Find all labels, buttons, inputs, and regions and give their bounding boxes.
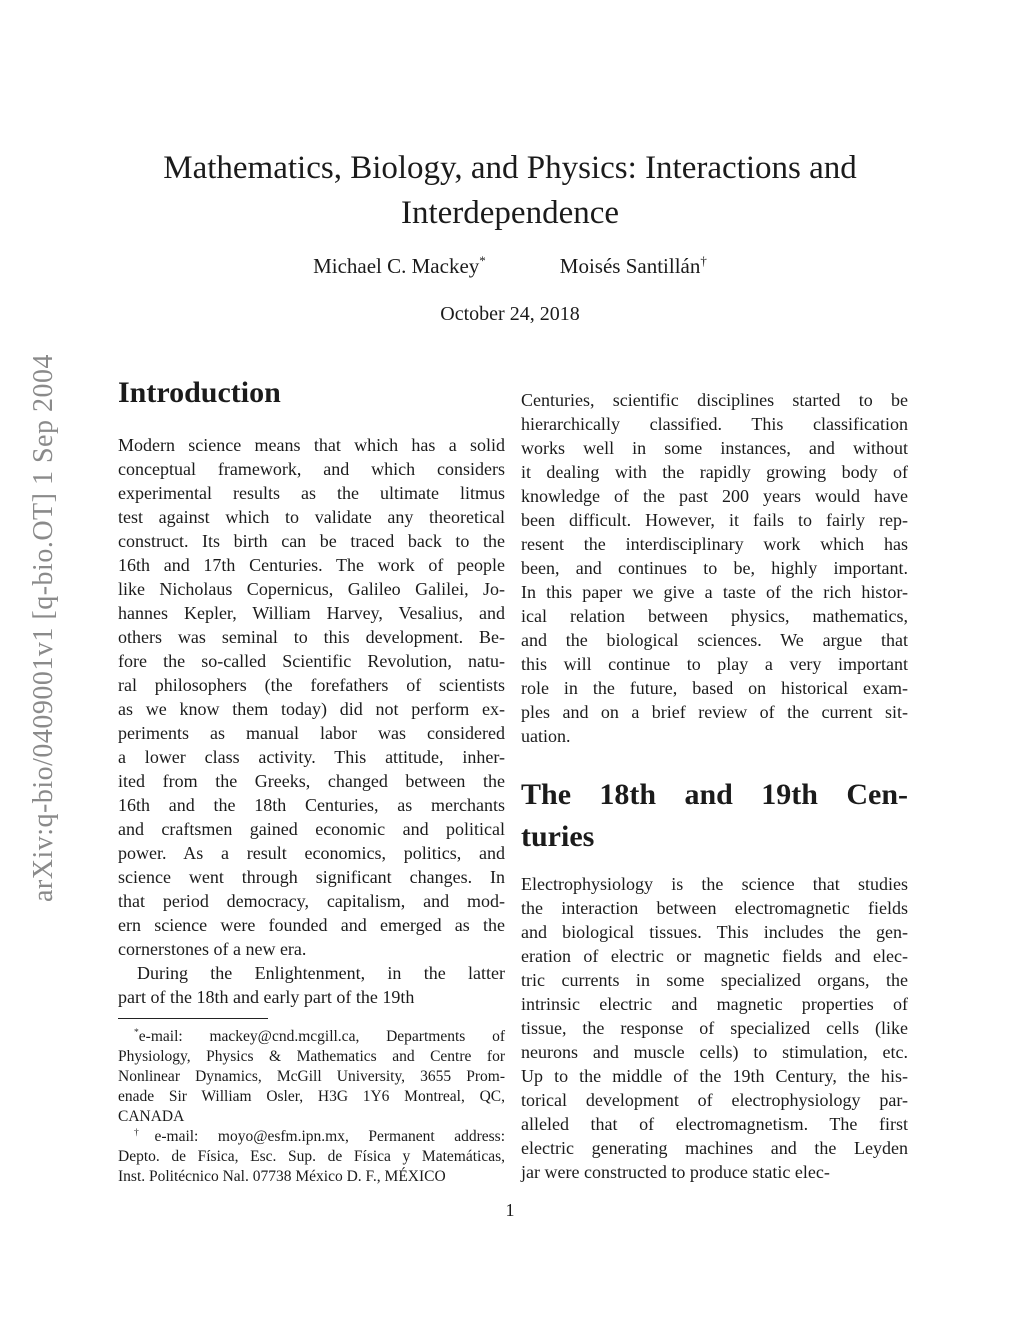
author-name: Michael C. Mackey [313, 254, 480, 278]
text-line: alleled that of electromagnetism. The first [521, 1114, 908, 1134]
text-line: role in the future, based on historical exam- [521, 678, 908, 698]
text-line: jar were constructed to produce static elec- [521, 1162, 830, 1182]
text-line: Modern science means that which has a solid [118, 435, 505, 455]
text-line: electric generating machines and the Leyden [521, 1138, 908, 1158]
text-line: ical relation between physics, mathematics, [521, 606, 908, 626]
paper-date: October 24, 2018 [440, 303, 580, 325]
text-line: torical development of electrophysiology par- [521, 1090, 908, 1110]
two-column-body [118, 374, 908, 1187]
text-line: a lower class activity. This attitude, inher- [118, 747, 505, 767]
text-line: turies [521, 820, 595, 853]
text-line: that period democracy, capitalism, and mod- [118, 891, 505, 911]
text-line: †e-mail: moyo@esfm.ipn.mx, Permanent address: [134, 1126, 506, 1145]
text-line: like Nicholaus Copernicus, Galileo Galilei, Jo- [118, 579, 505, 599]
text-line: been, and continues to be, highly important. [521, 558, 908, 578]
left-column-paragraphs [118, 433, 505, 1009]
footnote-rule [118, 1018, 268, 1019]
text-line: ral philosophers (the forefathers of scientists [118, 675, 505, 695]
text-line: intrinsic electric and magnetic properties of [521, 994, 908, 1014]
text-line: *e-mail: mackey@cnd.mcgill.ca, Departments of [134, 1026, 505, 1045]
author-mackey [313, 254, 486, 279]
text-line: cornerstones of a new era. [118, 939, 307, 959]
text-line: periments as manual labor was considered [118, 723, 505, 743]
right-column-top-paragraphs [521, 388, 908, 748]
text-line: ited from the Greeks, changed between the [118, 771, 505, 791]
left-column [118, 374, 505, 1187]
text-line: ern science were founded and emerged as the [118, 915, 505, 935]
paragraph [118, 1027, 505, 1127]
text-line: neurons and muscle cells) to stimulation, etc. [521, 1042, 908, 1062]
paper-title-line2: Interdependence [400, 195, 620, 231]
text-line: Nonlinear Dynamics, McGill University, 3655 Prom- [118, 1068, 505, 1085]
text-line: hannes Kepler, William Harvey, Vesalius, and [118, 603, 505, 623]
text-line: CANADA [118, 1108, 185, 1125]
text-line: part of the 18th and early part of the 19th [118, 987, 415, 1007]
text-line: conceptual framework, and which considers [118, 459, 505, 479]
text-line: Centuries, scientific disciplines started to be [521, 390, 908, 410]
text-line: as we know them today) did not perform ex- [118, 699, 505, 719]
text-line: this will continue to play a very important [521, 654, 908, 674]
right-column [521, 374, 908, 1187]
text-line: 16th and 17th Centuries. The work of people [118, 555, 505, 575]
text-line: been difficult. However, it fails to fairly rep- [521, 510, 908, 530]
text-line: it dealing with the rapidly growing body of [521, 462, 908, 482]
section-heading-18th-19th-centuries [521, 774, 908, 858]
paragraph [521, 872, 908, 1184]
author-list [0, 254, 1020, 279]
text-line: others was seminal to this development. Be- [118, 627, 505, 647]
text-line: resent the interdisciplinary work which has [521, 534, 908, 554]
text-line: Up to the middle of the 19th Century, the his- [521, 1066, 908, 1086]
text-line: tric currents in some specialized organs, the [521, 970, 908, 990]
paper-title-line1: Mathematics, Biology, and Physics: Interactions and [163, 150, 857, 186]
text-line: ples and on a brief review of the current sit- [521, 702, 908, 722]
text-line: and biological tissues. This includes the gen- [521, 922, 908, 942]
text-line: construct. Its birth can be traced back to the [118, 531, 505, 551]
text-line: Inst. Politécnico Nal. 07738 México D. F., MÉXICO [118, 1168, 446, 1185]
text-line: works well in some instances, and without [521, 438, 908, 458]
author-name: Moisés Santillán [559, 254, 701, 278]
section-heading-introduction: Introduction [118, 376, 281, 409]
text-line: tissue, the response of specialized cells (like [521, 1018, 908, 1038]
footnote-marker: * [134, 1026, 139, 1038]
text-line: 16th and the 18th Centuries, as merchants [118, 795, 505, 815]
paragraph [521, 774, 908, 858]
text-line: During the Enlightenment, in the latter [137, 963, 505, 983]
text-line: Electrophysiology is the science that studies [521, 874, 908, 894]
text-line: power. As a result economics, politics, and [118, 843, 505, 863]
text-line: science went through significant changes. In [118, 867, 505, 887]
paragraph [118, 433, 505, 961]
right-column-bottom-paragraphs [521, 872, 908, 1184]
paper-title [0, 146, 1020, 236]
author-footnote-mark: † [700, 253, 707, 268]
text-line: The 18th and 19th Cen- [521, 778, 908, 811]
page-number: 1 [505, 1200, 515, 1220]
text-line: and the biological sciences. We argue that [521, 630, 908, 650]
text-line: the interaction between electromagnetic fields [521, 898, 908, 918]
footnote-paragraphs [118, 1027, 505, 1187]
text-line: test against which to validate any theoretical [118, 507, 505, 527]
text-line: experimental results as the ultimate litmus [118, 483, 505, 503]
text-line: In this paper we give a taste of the rich histor- [521, 582, 908, 602]
text-line: eration of electric or magnetic fields and elec- [521, 946, 908, 966]
author-santillan [560, 254, 707, 279]
text-line: Physiology, Physics & Mathematics and Centre for [118, 1048, 505, 1065]
paragraph [118, 1127, 505, 1187]
text-line: Depto. de Física, Esc. Sup. de Física y Matemáticas, [118, 1148, 505, 1165]
text-line: knowledge of the past 200 years would have [521, 486, 908, 506]
text-line: hierarchically classified. This classification [521, 414, 908, 434]
arxiv-watermark: arXiv:q-bio/0409001v1 [q-bio.OT] 1 Sep 2004 [28, 354, 59, 902]
text-line: fore the so-called Scientific Revolution, natu- [118, 651, 505, 671]
text-line: enade Sir William Osler, H3G 1Y6 Montreal, QC, [118, 1088, 505, 1105]
paragraph [118, 961, 505, 1009]
text-line: uation. [521, 726, 571, 746]
author-footnote-mark: * [479, 253, 486, 268]
paragraph [521, 388, 908, 748]
footnote-block [118, 1018, 505, 1187]
text-line: and craftsmen gained economic and political [118, 819, 505, 839]
footnote-marker: † [134, 1126, 155, 1138]
